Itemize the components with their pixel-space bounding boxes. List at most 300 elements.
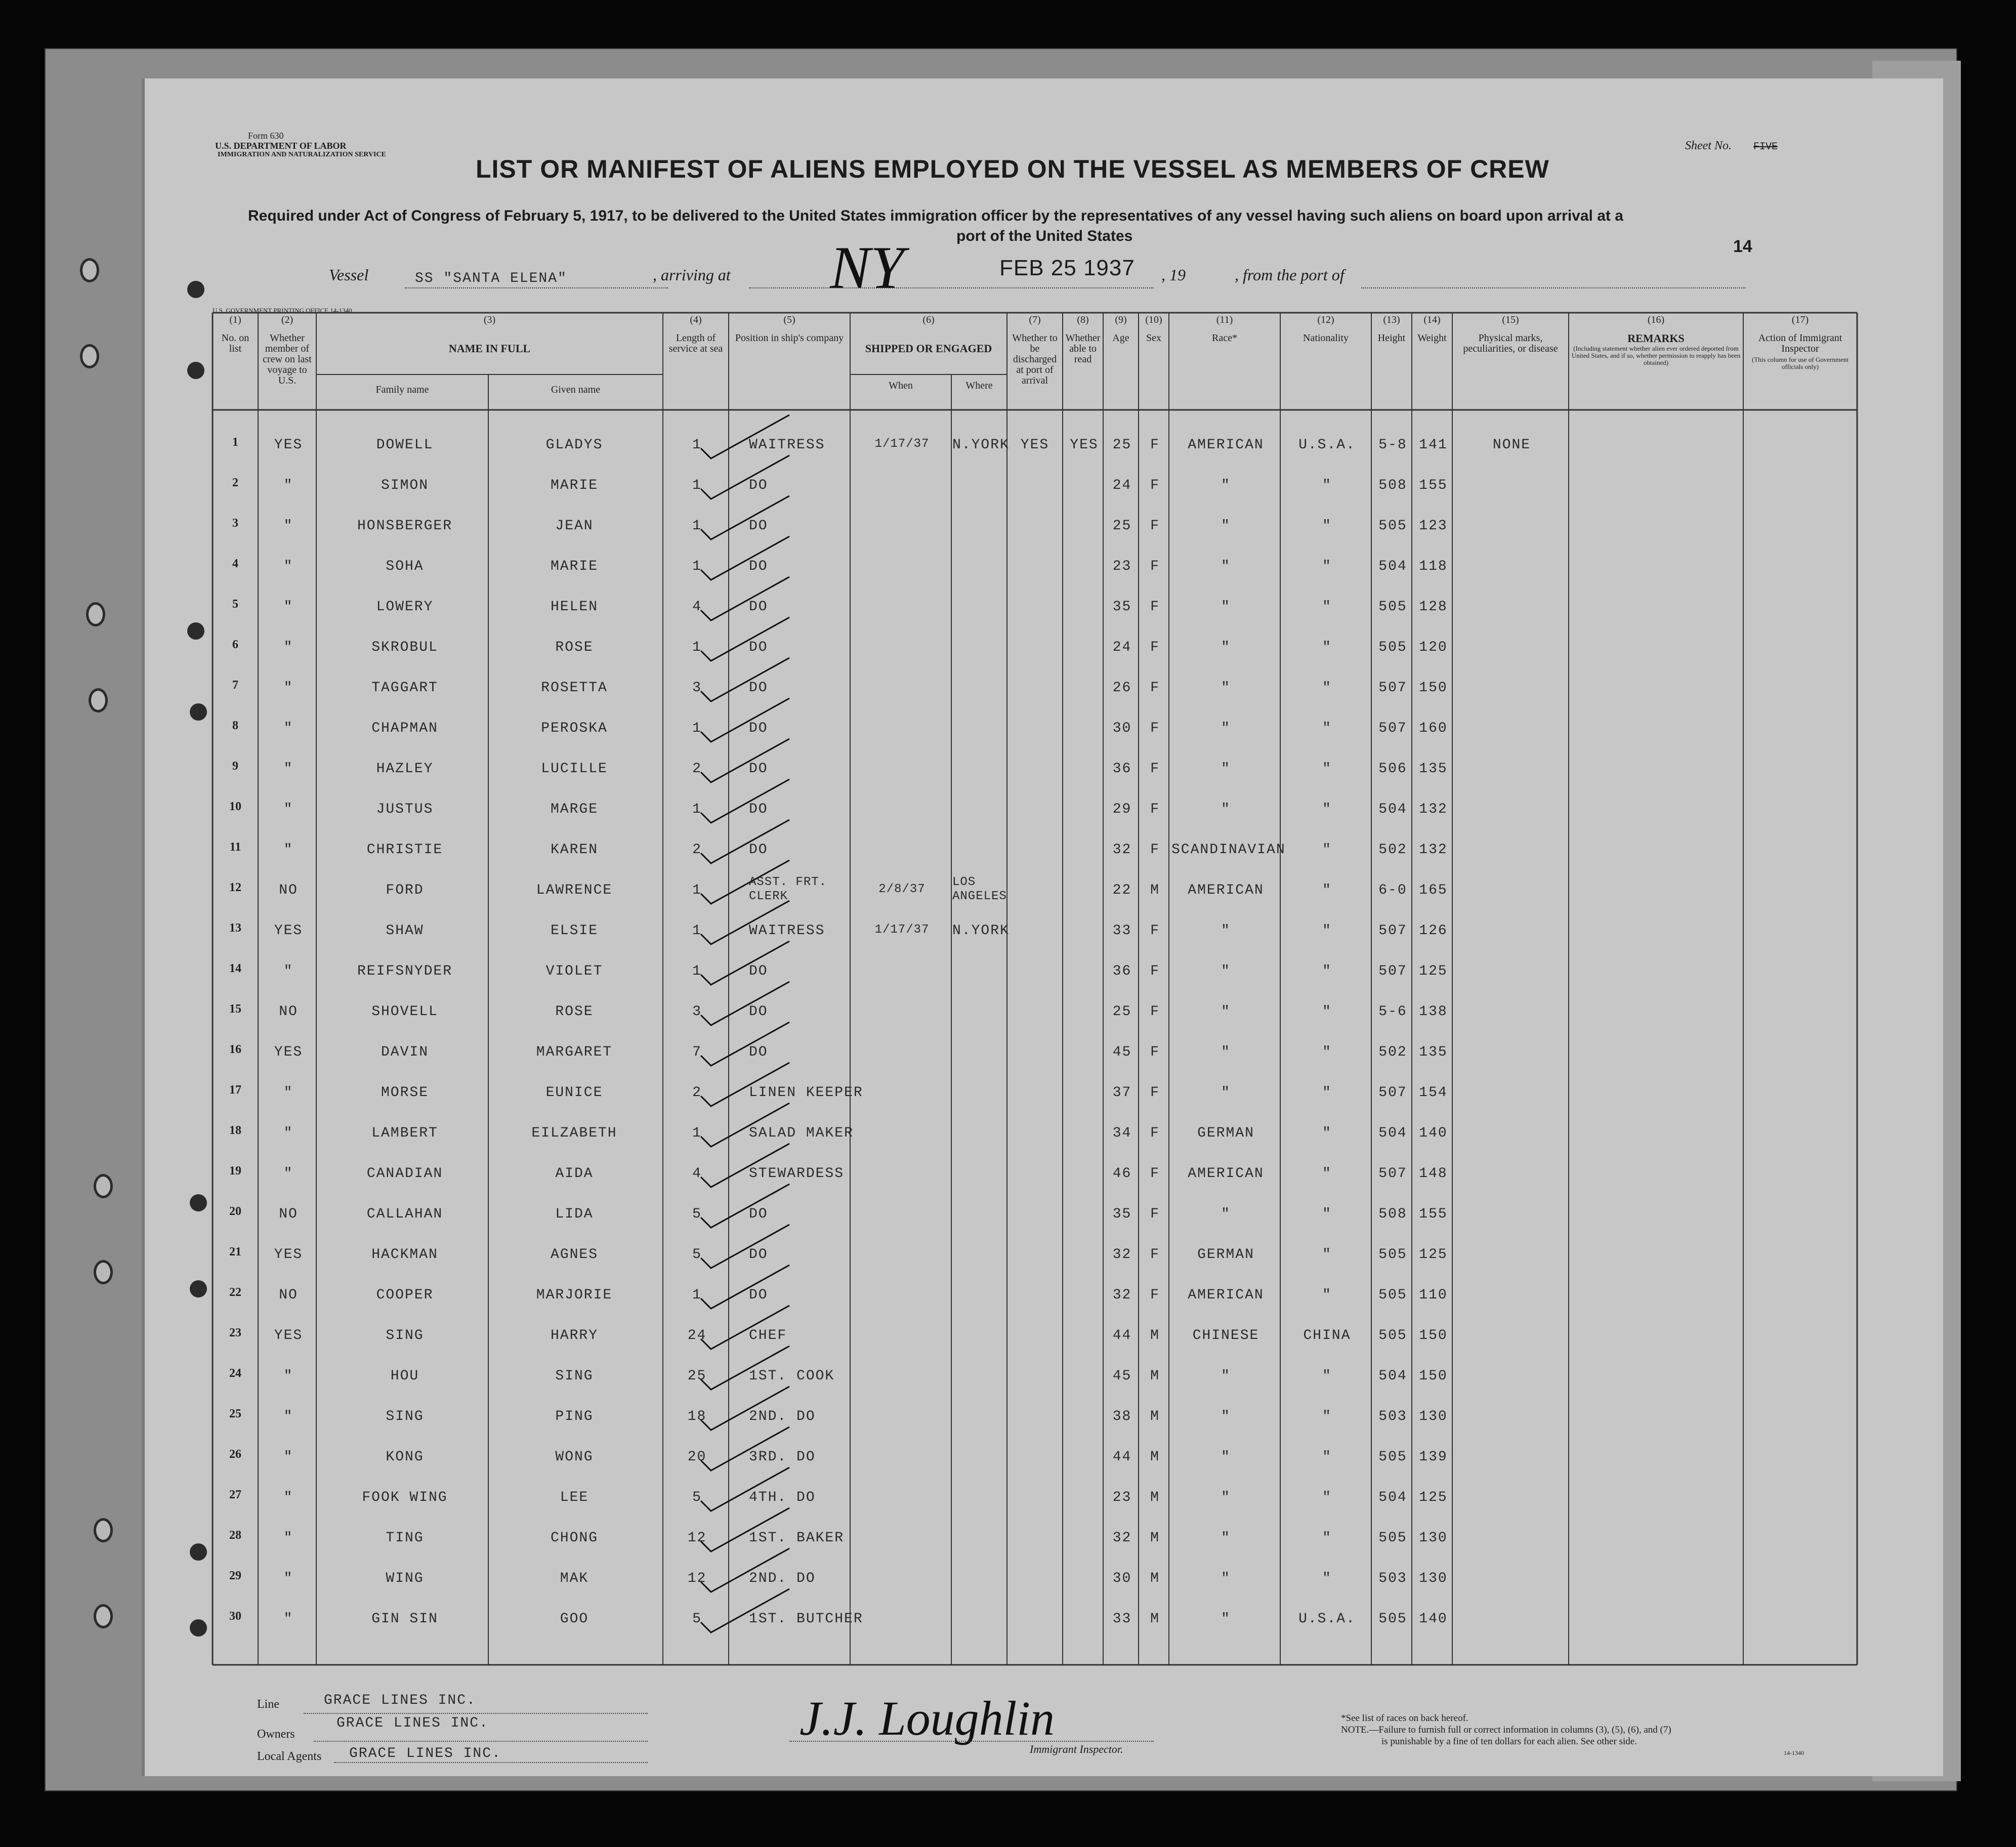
given-name-cell: MARIE xyxy=(550,559,598,574)
given-name-cell: ELSIE xyxy=(550,923,598,939)
service-length-cell: 1 xyxy=(692,923,702,939)
sex-cell: F xyxy=(1150,1287,1160,1303)
footer-line-label: Line xyxy=(257,1698,279,1711)
family-name-cell: REIFSNYDER xyxy=(357,963,453,979)
row-number: 12 xyxy=(229,881,241,894)
sex-cell: F xyxy=(1150,721,1160,736)
family-name-cell: DOWELL xyxy=(376,437,434,453)
last-voyage-cell: NO xyxy=(279,1287,298,1303)
arriving-label: , arriving at xyxy=(653,266,731,284)
height-cell: 508 xyxy=(1378,478,1407,493)
nationality-cell: " xyxy=(1322,1247,1332,1263)
race-cell: " xyxy=(1221,923,1231,939)
weight-cell: 130 xyxy=(1419,1530,1448,1546)
row-number: 9 xyxy=(232,760,238,773)
family-name-cell: CHRISTIE xyxy=(366,842,443,858)
family-name-cell: HOU xyxy=(390,1368,419,1384)
page-title: LIST OR MANIFEST OF ALIENS EMPLOYED ON THE VESSEL AS MEMBERS OF CREW xyxy=(476,155,1549,183)
given-name-cell: MARGE xyxy=(550,802,598,817)
height-cell: 505 xyxy=(1378,1530,1407,1546)
age-cell: 44 xyxy=(1112,1449,1132,1465)
given-name-cell: CHONG xyxy=(550,1530,598,1546)
family-name-cell: SHAW xyxy=(386,923,424,939)
given-name-cell: GLADYS xyxy=(545,437,603,453)
family-name-cell: SING xyxy=(386,1328,424,1344)
arrival-port-handwritten: NY xyxy=(830,234,904,301)
age-cell: 25 xyxy=(1112,518,1132,534)
last-voyage-cell: " xyxy=(283,680,293,696)
given-name-cell: MARIE xyxy=(550,478,598,493)
row-number: 29 xyxy=(229,1569,241,1582)
height-cell: 502 xyxy=(1378,842,1407,858)
age-cell: 30 xyxy=(1112,721,1132,736)
race-cell: " xyxy=(1221,721,1231,736)
service-length-cell: 3 xyxy=(692,680,702,696)
footer-agents-label: Local Agents xyxy=(257,1750,322,1763)
binder-ring-hole xyxy=(80,258,99,282)
given-name-cell: LIDA xyxy=(555,1206,594,1222)
race-cell: " xyxy=(1221,599,1231,615)
service-length-cell: 24 xyxy=(687,1328,707,1344)
race-cell: " xyxy=(1221,1571,1231,1586)
family-name-cell: CHAPMAN xyxy=(371,721,438,736)
service-length-cell: 18 xyxy=(687,1409,707,1424)
service-length-cell: 1 xyxy=(692,478,702,493)
family-name-cell: MORSE xyxy=(381,1085,429,1101)
column-number: (2) xyxy=(281,314,293,325)
race-cell: AMERICAN xyxy=(1188,1166,1264,1182)
row-number: 5 xyxy=(232,598,238,611)
last-voyage-cell: " xyxy=(283,1490,293,1505)
last-voyage-cell: " xyxy=(283,1449,293,1465)
age-cell: 32 xyxy=(1112,1247,1132,1263)
sex-cell: F xyxy=(1150,1044,1160,1060)
race-cell: " xyxy=(1221,1206,1231,1222)
height-cell: 505 xyxy=(1378,518,1407,534)
age-cell: 45 xyxy=(1112,1044,1132,1060)
column-number: (14) xyxy=(1423,314,1441,325)
last-voyage-cell: " xyxy=(283,1530,293,1546)
row-number: 3 xyxy=(232,517,238,530)
sex-cell: F xyxy=(1150,963,1160,979)
position-cell: DO xyxy=(749,518,768,534)
sex-cell: M xyxy=(1150,1449,1160,1465)
race-cell: " xyxy=(1221,1368,1231,1384)
position-cell: 4TH. DO xyxy=(749,1490,816,1505)
row-number: 7 xyxy=(232,679,238,692)
sex-cell: F xyxy=(1150,559,1160,574)
weight-cell: 139 xyxy=(1419,1449,1448,1465)
column-number: (10) xyxy=(1145,314,1162,325)
height-cell: 504 xyxy=(1378,1368,1407,1384)
last-voyage-cell: NO xyxy=(279,1004,298,1020)
last-voyage-cell: YES xyxy=(274,437,303,453)
service-length-cell: 2 xyxy=(692,842,702,858)
nationality-cell: " xyxy=(1322,761,1332,777)
race-cell: AMERICAN xyxy=(1188,883,1264,898)
penalty-note-2: is punishable by a fine of ten dollars for each alien. See other side. xyxy=(1381,1736,1637,1747)
sheet-no-label: Sheet No. xyxy=(1685,139,1732,152)
column-number: (1) xyxy=(229,314,241,325)
column-header-label: NAME IN FULL xyxy=(448,342,531,355)
last-voyage-cell: " xyxy=(283,802,293,817)
column-header-label: Position in ship's company xyxy=(735,332,844,344)
height-cell: 504 xyxy=(1378,1490,1407,1505)
engaged-when-cell: 1/17/37 xyxy=(874,923,930,937)
height-cell: 505 xyxy=(1378,1287,1407,1303)
given-name-cell: AIDA xyxy=(555,1166,594,1182)
engaged-where-cell: N.YORK xyxy=(952,437,1010,453)
service-length-cell: 1 xyxy=(692,802,702,817)
column-header-label: Weight xyxy=(1417,332,1447,344)
row-number: 20 xyxy=(229,1205,241,1218)
binder-hole xyxy=(187,622,204,640)
service-length-cell: 2 xyxy=(692,761,702,777)
given-name-cell: EUNICE xyxy=(545,1085,603,1101)
row-number: 11 xyxy=(229,841,241,854)
given-name-cell: EILZABETH xyxy=(531,1125,617,1141)
weight-cell: 141 xyxy=(1419,437,1448,453)
last-voyage-cell: " xyxy=(283,963,293,979)
sex-cell: F xyxy=(1150,842,1160,858)
race-cell: " xyxy=(1221,680,1231,696)
column-number: (11) xyxy=(1216,314,1233,325)
last-voyage-cell: " xyxy=(283,518,293,534)
position-cell: DO xyxy=(749,1247,768,1263)
given-name-cell: SING xyxy=(555,1368,594,1384)
last-voyage-cell: " xyxy=(283,599,293,615)
nationality-cell: " xyxy=(1322,802,1332,817)
nationality-cell: CHINA xyxy=(1303,1328,1351,1344)
age-cell: 23 xyxy=(1112,559,1132,574)
sex-cell: F xyxy=(1150,437,1160,453)
row-number: 23 xyxy=(229,1326,241,1339)
nationality-cell: " xyxy=(1322,1206,1332,1222)
age-cell: 24 xyxy=(1112,478,1132,493)
service-length-cell: 12 xyxy=(687,1530,707,1546)
binder-ring-hole xyxy=(94,1260,113,1284)
sheet-no-value: FIVE xyxy=(1753,141,1778,153)
height-cell: 508 xyxy=(1378,1206,1407,1222)
sex-cell: M xyxy=(1150,1530,1160,1546)
service-length-cell: 4 xyxy=(692,1166,702,1182)
height-cell: 503 xyxy=(1378,1409,1407,1424)
vessel-name: SS "SANTA ELENA" xyxy=(415,271,567,286)
column-number: (15) xyxy=(1502,314,1519,325)
last-voyage-cell: " xyxy=(283,478,293,493)
weight-cell: 130 xyxy=(1419,1571,1448,1586)
height-cell: 507 xyxy=(1378,1085,1407,1101)
last-voyage-cell: " xyxy=(283,1125,293,1141)
column-number: (3) xyxy=(483,314,496,325)
penalty-note-1: NOTE.—Failure to furnish full or correct information in columns (3), (5), (6), and (7) xyxy=(1341,1725,1671,1735)
race-cell: " xyxy=(1221,802,1231,817)
column-number: (9) xyxy=(1115,314,1127,325)
row-number: 8 xyxy=(232,719,238,732)
weight-cell: 160 xyxy=(1419,721,1448,736)
given-name-header: Given name xyxy=(551,384,601,395)
age-cell: 22 xyxy=(1112,883,1132,898)
sex-cell: M xyxy=(1150,1328,1160,1344)
form-code: 14-1340 xyxy=(1784,1749,1804,1756)
column-header-label: SHIPPED OR ENGAGED xyxy=(865,342,992,355)
column-number: (7) xyxy=(1029,314,1041,325)
nationality-cell: " xyxy=(1322,640,1332,655)
row-number: 4 xyxy=(232,557,238,570)
position-cell: WAITRESS xyxy=(749,923,825,939)
service-length-cell: 3 xyxy=(692,1004,702,1020)
department-name: U.S. DEPARTMENT OF LABOR xyxy=(215,141,347,151)
sheet-number: 14 xyxy=(1733,237,1752,256)
binder-ring-hole xyxy=(94,1174,113,1198)
last-voyage-cell: YES xyxy=(274,1044,303,1060)
age-cell: 32 xyxy=(1112,1287,1132,1303)
position-cell: DO xyxy=(749,599,768,615)
row-number: 27 xyxy=(229,1488,241,1501)
family-name-cell: KONG xyxy=(386,1449,424,1465)
service-length-cell: 1 xyxy=(692,1287,702,1303)
column-header-label: Race* xyxy=(1212,332,1237,344)
given-name-cell: KAREN xyxy=(550,842,598,858)
age-cell: 32 xyxy=(1112,1530,1132,1546)
race-cell: SCANDINAVIAN xyxy=(1171,842,1286,858)
nationality-cell: " xyxy=(1322,1449,1332,1465)
nationality-cell: " xyxy=(1322,1125,1332,1141)
given-name-cell: HELEN xyxy=(550,599,598,615)
row-number: 30 xyxy=(229,1610,241,1623)
height-cell: 505 xyxy=(1378,1611,1407,1627)
last-voyage-cell: " xyxy=(283,1409,293,1424)
footer-owners-value: GRACE LINES INC. xyxy=(337,1715,489,1731)
nationality-cell: " xyxy=(1322,680,1332,696)
sex-cell: F xyxy=(1150,1004,1160,1020)
column-number: (4) xyxy=(690,314,702,325)
position-cell: DO xyxy=(749,963,768,979)
row-number: 24 xyxy=(229,1367,241,1380)
position-cell: LINEN KEEPER xyxy=(749,1085,863,1101)
height-cell: 505 xyxy=(1378,1247,1407,1263)
column-number: (16) xyxy=(1647,314,1665,325)
row-number: 26 xyxy=(229,1448,241,1461)
row-number: 25 xyxy=(229,1407,241,1420)
height-cell: 505 xyxy=(1378,1328,1407,1344)
nationality-cell: " xyxy=(1322,599,1332,615)
row-number: 28 xyxy=(229,1529,241,1542)
position-cell: DO xyxy=(749,478,768,493)
footer-line-underline xyxy=(304,1713,648,1714)
age-cell: 33 xyxy=(1112,923,1132,939)
family-name-cell: LAMBERT xyxy=(371,1125,438,1141)
family-name-cell: FOOK WING xyxy=(362,1490,448,1505)
given-name-cell: JEAN xyxy=(555,518,594,534)
last-voyage-cell: " xyxy=(283,721,293,736)
position-cell: 1ST. COOK xyxy=(749,1368,835,1384)
last-voyage-cell: " xyxy=(283,559,293,574)
sex-cell: F xyxy=(1150,761,1160,777)
weight-cell: 132 xyxy=(1419,802,1448,817)
age-cell: 38 xyxy=(1112,1409,1132,1424)
position-cell: 2ND. DO xyxy=(749,1571,816,1586)
column-number: (6) xyxy=(922,314,935,325)
column-header-label: Length of service at sea xyxy=(668,332,723,354)
height-cell: 504 xyxy=(1378,559,1407,574)
discharge-cell: YES xyxy=(1020,437,1049,453)
when-header: When xyxy=(889,380,913,391)
binder-ring-hole xyxy=(94,1518,113,1542)
nationality-cell: " xyxy=(1322,721,1332,736)
column-number: (17) xyxy=(1791,314,1809,325)
able-to-read-cell: YES xyxy=(1070,437,1099,453)
vessel-underline xyxy=(405,287,668,288)
service-length-cell: 5 xyxy=(692,1247,702,1263)
race-cell: " xyxy=(1221,1449,1231,1465)
row-number: 17 xyxy=(229,1083,241,1097)
height-cell: 504 xyxy=(1378,802,1407,817)
sex-cell: F xyxy=(1150,599,1160,615)
position-cell: DO xyxy=(749,761,768,777)
race-cell: GERMAN xyxy=(1197,1125,1254,1141)
column-number: (8) xyxy=(1077,314,1089,325)
sex-cell: M xyxy=(1150,1571,1160,1586)
family-name-cell: LOWERY xyxy=(376,599,434,615)
column-header-label: Action of Immigrant Inspector xyxy=(1758,332,1842,354)
nationality-cell: " xyxy=(1322,1490,1332,1505)
age-cell: 35 xyxy=(1112,599,1132,615)
family-name-cell: TAGGART xyxy=(371,680,438,696)
position-cell: DO xyxy=(749,842,768,858)
binder-hole xyxy=(187,281,204,298)
given-name-cell: AGNES xyxy=(550,1247,598,1263)
column-header-label: Age xyxy=(1112,332,1129,344)
race-cell: " xyxy=(1221,1611,1231,1627)
race-cell: " xyxy=(1221,1490,1231,1505)
weight-cell: 110 xyxy=(1419,1287,1448,1303)
subtitle-line-1: Required under Act of Congress of February 5, 1917, to be delivered to the United States immigration officer by the representatives of any vessel having such aliens on board upon arrival at a xyxy=(248,207,1623,224)
binder-ring-hole xyxy=(80,344,99,368)
vessel-label: Vessel xyxy=(329,266,369,284)
weight-cell: 135 xyxy=(1419,1044,1448,1060)
weight-cell: 135 xyxy=(1419,761,1448,777)
year-label: , 19 xyxy=(1161,266,1186,284)
last-voyage-cell: YES xyxy=(274,1247,303,1263)
form-number: Form 630 xyxy=(248,131,284,141)
arrival-date-stamp: FEB 25 1937 xyxy=(999,256,1135,280)
footer-owners-underline xyxy=(314,1741,648,1742)
age-cell: 44 xyxy=(1112,1328,1132,1344)
column-number: (12) xyxy=(1317,314,1334,325)
column-header-label: Physical marks, peculiarities, or disease xyxy=(1463,332,1558,354)
position-cell: 1ST. BAKER xyxy=(749,1530,845,1546)
height-cell: 507 xyxy=(1378,680,1407,696)
given-name-cell: MARJORIE xyxy=(536,1287,613,1303)
height-cell: 507 xyxy=(1378,1166,1407,1182)
row-number: 13 xyxy=(229,921,241,935)
last-voyage-cell: " xyxy=(283,640,293,655)
height-cell: 505 xyxy=(1378,599,1407,615)
age-cell: 34 xyxy=(1112,1125,1132,1141)
service-length-cell: 1 xyxy=(692,640,702,655)
sex-cell: F xyxy=(1150,1085,1160,1101)
service-length-cell: 25 xyxy=(687,1368,707,1384)
given-name-cell: WONG xyxy=(555,1449,594,1465)
nationality-cell: " xyxy=(1322,1004,1332,1020)
weight-cell: 118 xyxy=(1419,559,1448,574)
weight-cell: 150 xyxy=(1419,1368,1448,1384)
signature-underline xyxy=(789,1741,1154,1742)
service-length-cell: 7 xyxy=(692,1044,702,1060)
given-name-cell: ROSE xyxy=(555,640,594,655)
nationality-cell: " xyxy=(1322,842,1332,858)
nationality-cell: " xyxy=(1322,1085,1332,1101)
height-cell: 502 xyxy=(1378,1044,1407,1060)
age-cell: 45 xyxy=(1112,1368,1132,1384)
age-cell: 32 xyxy=(1112,842,1132,858)
column-header-label: Whether member of crew on last voyage to U.S. xyxy=(263,332,312,386)
height-cell: 504 xyxy=(1378,1125,1407,1141)
family-name-cell: SHOVELL xyxy=(371,1004,438,1020)
height-cell: 507 xyxy=(1378,923,1407,939)
binder-hole xyxy=(190,1543,207,1561)
binder-hole xyxy=(190,1280,207,1297)
arrival-underline xyxy=(749,287,1154,288)
position-cell: DO xyxy=(749,1287,768,1303)
binder-hole xyxy=(187,362,204,379)
weight-cell: 132 xyxy=(1419,842,1448,858)
nationality-cell: " xyxy=(1322,1287,1332,1303)
service-length-cell: 1 xyxy=(692,437,702,453)
service-length-cell: 1 xyxy=(692,721,702,736)
races-note: *See list of races on back hereof. xyxy=(1341,1713,1468,1724)
from-port-label: , from the port of xyxy=(1235,266,1345,284)
last-voyage-cell: " xyxy=(283,1368,293,1384)
inspector-note: (This column for use of Government officials only) xyxy=(1752,356,1849,370)
weight-cell: 125 xyxy=(1419,1247,1448,1263)
height-cell: 505 xyxy=(1378,640,1407,655)
position-cell: 1ST. BUTCHER xyxy=(749,1611,863,1627)
last-voyage-cell: " xyxy=(283,1611,293,1627)
last-voyage-cell: " xyxy=(283,1166,293,1182)
family-name-cell: SOHA xyxy=(386,559,424,574)
height-cell: 507 xyxy=(1378,721,1407,736)
service-length-cell: 5 xyxy=(692,1490,702,1505)
weight-cell: 138 xyxy=(1419,1004,1448,1020)
weight-cell: 123 xyxy=(1419,518,1448,534)
sex-cell: F xyxy=(1150,680,1160,696)
sex-cell: M xyxy=(1150,1368,1160,1384)
column-header-label: Whether able to read xyxy=(1065,332,1101,365)
service-length-cell: 1 xyxy=(692,559,702,574)
position-cell: DO xyxy=(749,1206,768,1222)
column-header-label: REMARKS xyxy=(1627,332,1685,345)
race-cell: " xyxy=(1221,1004,1231,1020)
row-number: 2 xyxy=(232,476,238,489)
sex-cell: M xyxy=(1150,1490,1160,1505)
nationality-cell: " xyxy=(1322,1571,1332,1586)
position-cell: DO xyxy=(749,1044,768,1060)
footer-agents-underline xyxy=(334,1762,648,1763)
position-cell: DO xyxy=(749,640,768,655)
sex-cell: F xyxy=(1150,518,1160,534)
height-cell: 5-6 xyxy=(1378,1004,1407,1020)
family-name-cell: CANADIAN xyxy=(366,1166,443,1182)
nationality-cell: U.S.A. xyxy=(1298,437,1356,453)
weight-cell: 155 xyxy=(1419,478,1448,493)
race-cell: " xyxy=(1221,640,1231,655)
engaged-when-cell: 2/8/37 xyxy=(878,883,926,896)
position-cell: DO xyxy=(749,721,768,736)
sex-cell: M xyxy=(1150,883,1160,898)
physical-marks-cell: NONE xyxy=(1492,437,1531,453)
